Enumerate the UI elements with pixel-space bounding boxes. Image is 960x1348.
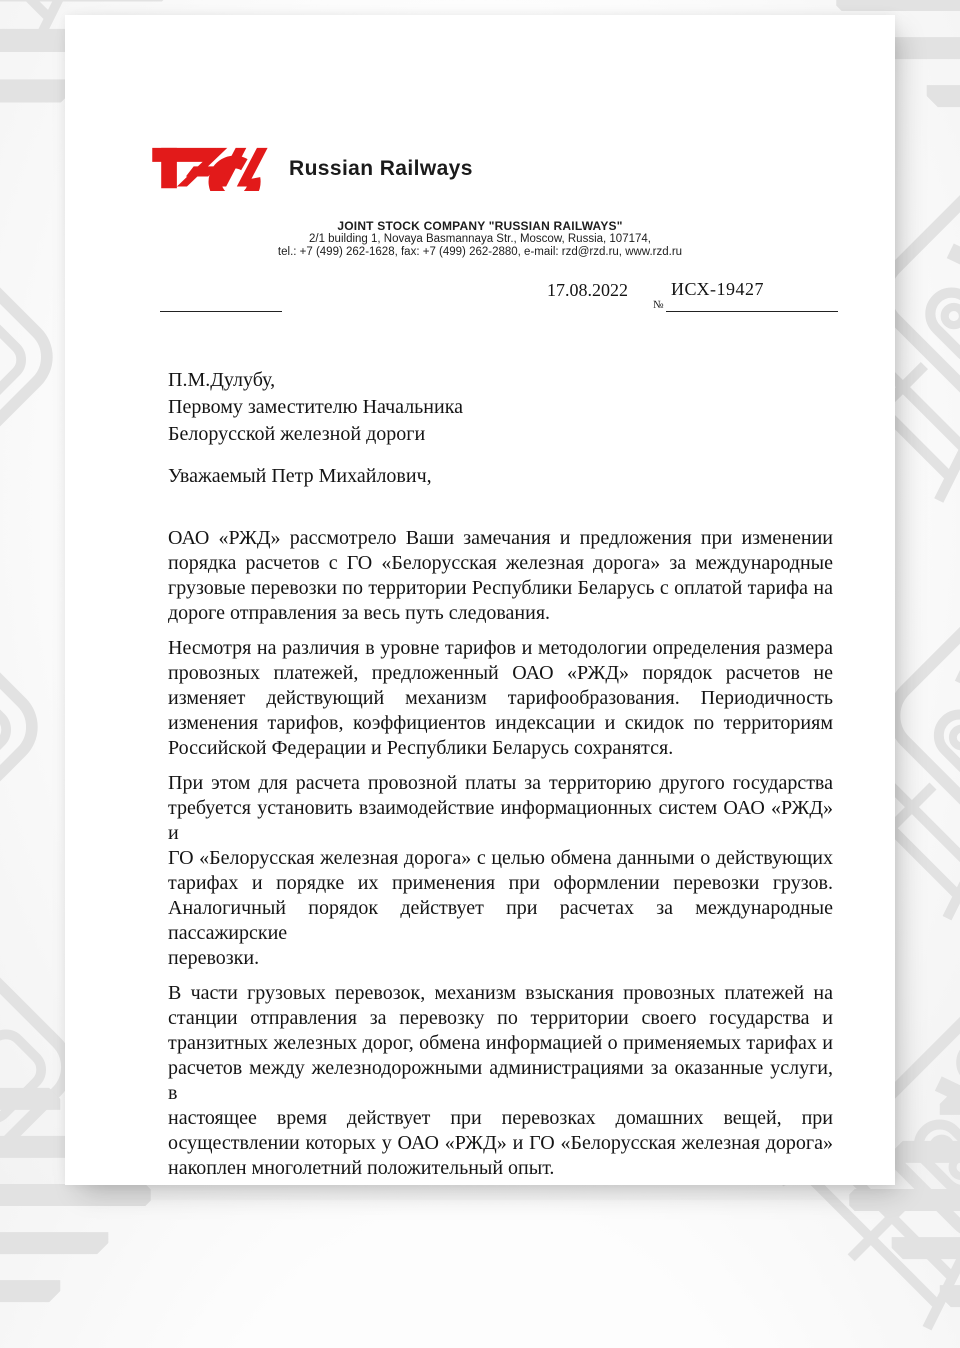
body-line: перевозки.: [168, 947, 260, 969]
body-line: провозных платежей, предложенный ОАО «РЖД» порядок расчетов не: [168, 662, 833, 684]
body-line: грузовые перевозки по территории Республики Беларусь с оплатой тарифа на: [168, 577, 833, 599]
date-blank-line: [160, 311, 282, 312]
letter-page: [65, 15, 895, 1185]
body-line: ГО «Белорусская железная дорога» с целью обмена данными о действующих: [168, 847, 833, 869]
letter-number: ИСХ-19427: [671, 279, 765, 299]
body-line: ОАО «РЖД» рассмотрело Ваши замечания и предложения при изменении: [168, 527, 833, 549]
body-line: станции отправления за перевозку по территории своего государства и: [168, 1007, 833, 1029]
body-line: Аналогичный порядок действует при расчетах за международные пассажирские: [168, 897, 833, 944]
body-line: дороге отправления за весь путь следования.: [168, 602, 551, 624]
body-line: настоящее время действует при перевозках домашних вещей, при: [168, 1107, 833, 1129]
brand-wordmark: Russian Railways: [289, 157, 473, 180]
body-line: осуществлении которых у ОАО «РЖД» и ГО «Белорусская железная дорога»: [168, 1132, 833, 1154]
addressee-line: Белорусской железной дороги: [168, 423, 426, 445]
paragraph: [168, 526, 833, 626]
number-sign: №: [653, 299, 664, 311]
org-address-line: 2/1 building 1, Novaya Basmannaya Str., Moscow, Russia, 107174,: [308, 233, 651, 245]
letter-body: [168, 526, 833, 1191]
body-line: изменяет действующий механизм тарифообразования. Периодичность: [168, 687, 833, 709]
body-line: транзитных железных дорог, обмена информацией о применяемых тарифах и: [168, 1032, 833, 1054]
rzd-logo-icon: [148, 135, 292, 191]
paragraph: [168, 981, 833, 1181]
org-company-line: JOINT STOCK COMPANY "RUSSIAN RAILWAYS": [337, 219, 623, 233]
body-line: порядка расчетов с ГО «Белорусская железная дорога» за международные: [168, 552, 833, 574]
letter-date: 17.08.2022: [547, 280, 628, 300]
salutation: Уважаемый Петр Михайлович,: [168, 465, 432, 487]
body-line: накоплен многолетний положительный опыт.: [168, 1157, 555, 1179]
body-line: В части грузовых перевозок, механизм взыскания провозных платежей на: [168, 982, 833, 1004]
org-header: [65, 219, 895, 259]
addressee-line: П.М.Дулубу,: [168, 369, 276, 391]
body-line: требуется установить взаимодействие информационных систем ОАО «РЖД» и: [168, 797, 833, 844]
body-line: При этом для расчета провозной платы за территорию другого государства: [168, 772, 833, 794]
paragraph: [168, 636, 833, 761]
org-contacts-line: tel.: +7 (499) 262-1628, fax: +7 (499) 262-2880, e-mail: rzd@rzd.ru, www.rzd.ru: [277, 246, 683, 258]
body-line: Несмотря на различия в уровне тарифов и методологии определения размера: [168, 637, 833, 659]
body-line: Российской Федерации и Республики Беларусь сохранятся.: [168, 737, 674, 759]
addressee-block: [168, 367, 463, 448]
body-line: изменения тарифов, коэффициентов индексации и скидок по территориям: [168, 712, 833, 734]
body-line: расчетов между железнодорожными администрациями за оказанные услуги, в: [168, 1057, 833, 1104]
paragraph: [168, 771, 833, 971]
number-underline: [666, 311, 838, 312]
body-line: тарифах и порядке их применения при оформлении перевозки грузов.: [168, 872, 833, 894]
addressee-line: Первому заместителю Начальника: [168, 396, 463, 418]
